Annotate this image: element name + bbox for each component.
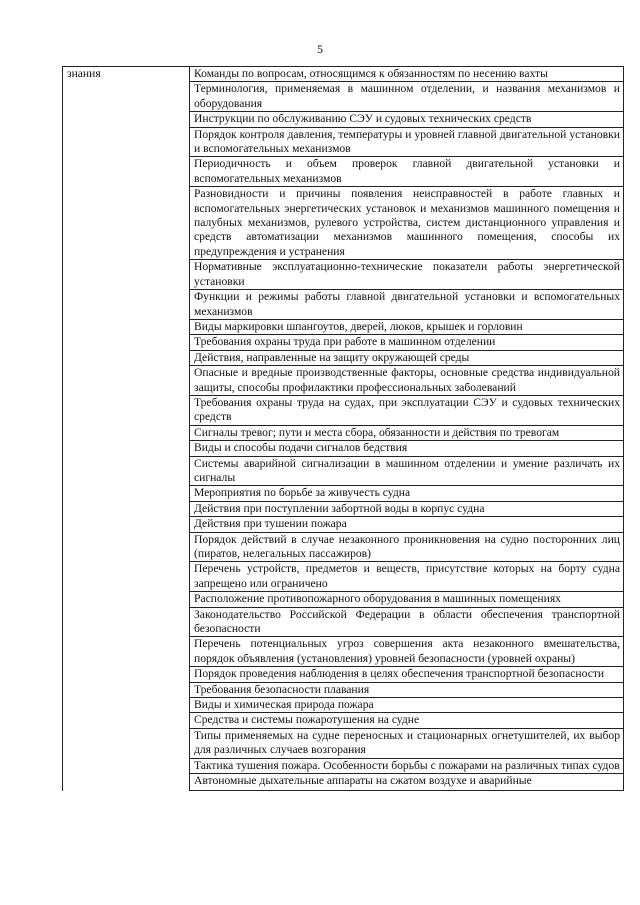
table-row [63,517,624,532]
requirement-item: Расположение противопожарного оборудования в машинных помещениях [190,592,624,607]
table-row [63,395,624,425]
category-cell [63,713,190,728]
category-cell [63,319,190,334]
requirement-item: Системы аварийной сигнализации в машинном отделении и умение различать их сигналы [190,456,624,486]
requirement-item: Сигналы тревог; пути и места сбора, обязанности и действия по тревогам [190,425,624,440]
table-row [63,501,624,516]
table-row [63,728,624,758]
table-row [63,637,624,667]
table-row [63,682,624,697]
category-cell [63,157,190,187]
table-row [63,667,624,682]
table-row [63,758,624,773]
table-row [63,425,624,440]
requirement-item: Терминология, применяемая в машинном отделении, и названия механизмов и оборудования [190,82,624,112]
category-cell [63,517,190,532]
table-row [63,532,624,562]
requirement-item: Перечень устройств, предметов и веществ, присутствие которых на борту судна запрещено или ограничено [190,562,624,592]
category-cell [63,637,190,667]
requirement-item: Средства и системы пожаротушения на судне [190,713,624,728]
requirement-item: Требования безопасности плавания [190,682,624,697]
requirement-item: Требования охраны труда при работе в машинном отделении [190,335,624,350]
requirement-item: Опасные и вредные производственные факторы, основные средства индивидуальной защиты, способы профилактики профессиональных заболеваний [190,366,624,396]
requirement-item: Автономные дыхательные аппараты на сжатом воздухе и аварийные [190,774,624,791]
requirement-item: Виды и химическая природа пожара [190,698,624,713]
table-row [63,366,624,396]
requirement-item: Тактика тушения пожара. Особенности борьбы с пожарами на различных типах судов [190,758,624,773]
category-cell [63,698,190,713]
page-number: 5 [317,42,323,56]
table-row [63,127,624,157]
category-cell [63,290,190,320]
requirement-item: Порядок действий в случае незаконного проникновения на судно посторонних лиц (пиратов, нелегальных пассажиров) [190,532,624,562]
requirement-item: Действия при тушении пожара [190,517,624,532]
category-cell [63,486,190,501]
category-cell [63,112,190,127]
table-row [63,456,624,486]
requirement-item: Виды маркировки шпангоутов, дверей, люков, крышек и горловин [190,319,624,334]
category-cell [63,127,190,157]
table-row [63,350,624,365]
requirements-table-body [63,67,624,791]
category-cell [63,562,190,592]
table-row [63,607,624,637]
category-cell [63,667,190,682]
requirement-item: Законодательство Российской Федерации в области обеспечения транспортной безопасности [190,607,624,637]
table-row [63,67,624,82]
table-row [63,157,624,187]
table-row [63,290,624,320]
requirement-item: Виды и способы подачи сигналов бедствия [190,441,624,456]
requirement-item: Мероприятия по борьбе за живучесть судна [190,486,624,501]
category-cell [63,350,190,365]
requirement-item: Требования охраны труда на судах, при эксплуатации СЭУ и судовых технических средств [190,395,624,425]
requirement-item: Периодичность и объем проверок главной двигательной установки и вспомогательных механизмов [190,157,624,187]
table-row [63,319,624,334]
category-cell [63,774,190,791]
category-cell [63,532,190,562]
category-cell [63,728,190,758]
table-row [63,486,624,501]
requirement-item: Команды по вопросам, относящимся к обязанностям по несению вахты [190,67,624,82]
requirement-item: Нормативные эксплуатационно-технические показатели работы энергетической установки [190,260,624,290]
requirement-item: Типы применяемых на судне переносных и стационарных огнетушителей, их выбор для различных случаев возгорания [190,728,624,758]
category-cell [63,335,190,350]
requirement-item: Разновидности и причины появления неисправностей в работе главных и вспомогательных энергетических установок и механизмов машинного помещения и палубных механизмов, рулевого устройства, систем дистанционного управления и средств автоматизации механизмов машинного помещения, способы их предупреждения и устранения [190,187,624,260]
requirement-item: Порядок проведения наблюдения в целях обеспечения транспортной безопасности [190,667,624,682]
category-cell [63,456,190,486]
requirement-item: Перечень потенциальных угроз совершения акта незаконного вмешательства, порядок объявления (установления) уровней безопасности (уровней охраны) [190,637,624,667]
category-cell [63,682,190,697]
table-row [63,774,624,791]
requirement-item: Действия при поступлении забортной воды в корпус судна [190,501,624,516]
category-cell [63,366,190,396]
table-row [63,335,624,350]
table-row [63,260,624,290]
table-row [63,592,624,607]
table-row [63,187,624,260]
table-row [63,82,624,112]
category-cell [63,425,190,440]
category-cell: знания [63,67,190,82]
table-row [63,441,624,456]
table-row [63,562,624,592]
category-cell [63,607,190,637]
category-cell [63,395,190,425]
requirements-table [62,66,624,791]
requirement-item: Действия, направленные на защиту окружающей среды [190,350,624,365]
category-cell [63,592,190,607]
category-cell [63,501,190,516]
category-cell [63,758,190,773]
table-row [63,112,624,127]
category-cell [63,260,190,290]
table-row [63,713,624,728]
category-cell [63,82,190,112]
category-cell [63,441,190,456]
requirement-item: Функции и режимы работы главной двигательной установки и вспомогательных механизмов [190,290,624,320]
requirement-item: Инструкции по обслуживанию СЭУ и судовых технических средств [190,112,624,127]
requirement-item: Порядок контроля давления, температуры и уровней главной двигательной установки и вспомогательных механизмов [190,127,624,157]
table-row [63,698,624,713]
category-cell [63,187,190,260]
